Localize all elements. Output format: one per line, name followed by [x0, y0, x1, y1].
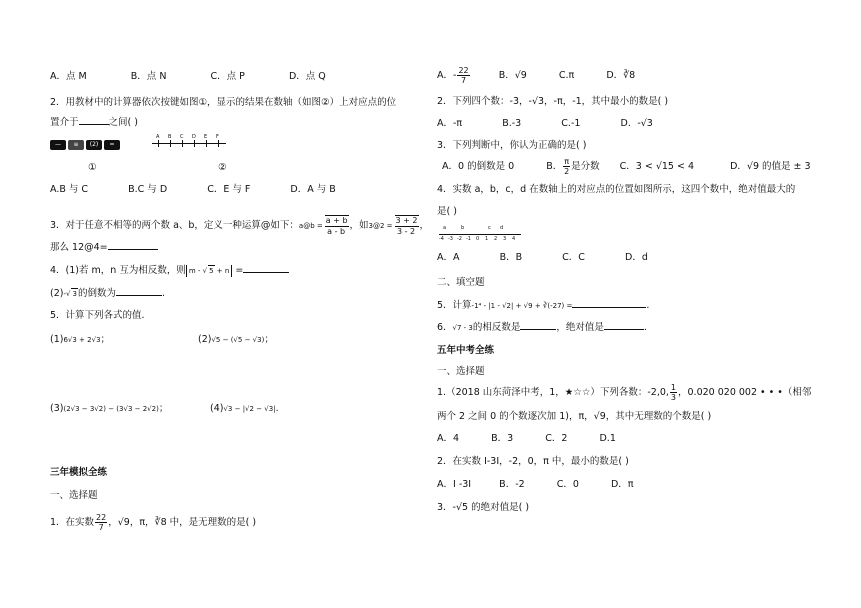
q-prev-options — [50, 70, 326, 83]
right-question-2: 2．下列四个数：-3，-√3，-π，-1，其中最小的数是( ) — [437, 96, 669, 107]
zk-question-2-options — [437, 478, 634, 491]
option-a: A．-π — [437, 118, 463, 129]
question-5-part2: (2)√5 − (√5 − √3)； — [198, 334, 274, 345]
section-subtitle: 一、选择题 — [437, 366, 485, 377]
option-d: D．A 与 B — [290, 184, 336, 195]
right-q1-options — [437, 66, 635, 86]
figure-label-2: ② — [218, 162, 227, 173]
zk-question-2: 2．在实数 I-3I，-2，0，π 中，最小的数是( ) — [437, 456, 629, 467]
option-a: A．点 M — [50, 71, 87, 82]
option-b: B．√9 — [498, 70, 527, 81]
option-c: C．E 与 F — [207, 184, 251, 195]
abs-expression: m - √ 5 + n — [186, 265, 233, 277]
question-2-options — [50, 183, 336, 196]
question-2-line1: 2．用教材中的计算器依次按键如图①，显示的结果在数轴（如图②）上对应点的位 — [50, 97, 397, 108]
option-c: C.π — [558, 70, 575, 81]
sqrt-key: ≡ — [68, 140, 84, 150]
option-b: B．B — [499, 252, 523, 263]
fill-section-title: 二、填空题 — [437, 277, 485, 288]
section-subtitle: 一、选择题 — [50, 490, 98, 501]
question-5-part4: (4)√3 − |√2 − √3|. — [210, 403, 279, 414]
option-b: B． $\frac{\pi}{2}$ 是分数 — [546, 157, 600, 176]
equals-key: = — [104, 140, 120, 150]
option-a: A．A — [437, 252, 460, 263]
example-fraction: $\frac{3 + 2}{3 - 2}$ — [395, 216, 418, 236]
option-a: A．4 — [437, 433, 460, 444]
answer-blank[interactable] — [116, 295, 162, 296]
answer-blank[interactable] — [108, 249, 158, 250]
option-c: C．C — [562, 252, 585, 263]
question-1: 1．在实数 $\frac{22}{7}$ ，√9，π，∛8 中，是无理数的是( ) — [50, 513, 257, 532]
option-c: C．点 P — [210, 71, 245, 82]
option-c: C．0 — [556, 479, 579, 490]
answer-blank[interactable] — [572, 307, 646, 308]
option-d: D．π — [610, 479, 634, 490]
option-b: B．点 N — [130, 71, 167, 82]
answer-blank[interactable] — [604, 329, 644, 330]
answer-blank[interactable] — [79, 124, 109, 125]
option-b: B.-3 — [502, 118, 522, 129]
right-question-3: 3．下列判断中，你认为正确的是( ) — [437, 140, 587, 151]
option-c: C．3 < √15 < 4 — [619, 161, 695, 172]
question-4-part2: (2)-√ 3的倒数为 . — [50, 288, 165, 299]
option-a: A．0 的倒数是 0 — [442, 161, 515, 172]
question-3-line2: 那么 12@4= — [50, 241, 158, 254]
option-a: A．- $\frac{22}{7}$ — [437, 66, 469, 85]
zk-question-3: 3．-√5 的绝对值是( ) — [437, 502, 530, 513]
right-question-4-line1: 4．实数 a，b，c，d 在数轴上的对应点的位置如图所示，这四个数中，绝对值最大的 — [437, 184, 796, 195]
zk-question-1-line1: 1.（2018 山东菏泽中考，1，★☆☆）下列各数：-2,0, $\frac{1}{3}$ ，0.020 020 002 • • •（相邻 — [437, 383, 812, 402]
question-5-title: 5．计算下列各式的值. — [50, 310, 145, 321]
question-3-line1: 3．对于任意不相等的两个数 a、b，定义一种运算@如下：a@b = $\frac{a + b}{a - b}$ ，如3@2 = $\frac{3 + 2}{3 - 2}$ ， — [50, 216, 430, 236]
calculator-keys — [50, 140, 120, 150]
option-d: D．点 Q — [288, 71, 326, 82]
answer-blank[interactable] — [243, 272, 289, 273]
right-question-2-options — [437, 117, 653, 130]
option-d: D．√9 的值是 ± 3 — [730, 161, 811, 172]
right-question-4-options — [437, 251, 648, 264]
right-question-4-line2: 是( ) — [437, 206, 457, 217]
figure-label-1: ① — [88, 162, 97, 173]
zk-question-1-line2: 两个 2 之间 0 的个数逐次加 1)，π，√9，其中无理数的个数是( ) — [437, 411, 712, 422]
option-d: D．d — [625, 252, 648, 263]
answer-blank[interactable] — [520, 329, 556, 330]
section-title-three-year: 三年模拟全练 — [50, 467, 108, 478]
question-5-part3: (3)(2√3 − 3√2) − (3√3 − 2√2)； — [50, 403, 169, 414]
option-d: D．-√3 — [620, 118, 653, 129]
question-4-part1: 4．(1)若 m，n 互为相反数，则 m - √ 5 + n = — [50, 264, 289, 277]
option-d: D．∛8 — [606, 70, 636, 81]
right-question-6: 6．√7 - 3的相反数是 ，绝对值是 . — [437, 322, 647, 333]
option-c: C．2 — [545, 433, 568, 444]
option-a: A．I -3I — [437, 479, 472, 490]
question-5-part1: (1)6√3 + 2√3； — [50, 334, 111, 345]
right-question-5: 5．计算-1⁴ - |1 - √2| + √9 + ∛(-27) = . — [437, 300, 650, 311]
definition-fraction: $\frac{a + b}{a - b}$ — [325, 216, 348, 236]
question-2-line2: 置介于 之间( ) — [50, 117, 138, 128]
option-a: A.B 与 C — [50, 184, 89, 195]
option-b: B．3 — [491, 433, 514, 444]
option-d: D.1 — [599, 433, 616, 444]
option-c: C.-1 — [561, 118, 581, 129]
right-question-3-options — [442, 157, 811, 177]
number-line-figure-2: A B C D E F — [152, 137, 226, 155]
two-key: (2) — [86, 140, 102, 150]
zk-question-1-options — [437, 432, 616, 445]
minus-key: — — [50, 140, 66, 150]
section-title-five-year: 五年中考全练 — [437, 345, 495, 356]
option-b: B．-2 — [499, 479, 525, 490]
option-b: B.C 与 D — [128, 184, 168, 195]
right-number-line: a b c d -4 -3 -2 -1 0 1 2 3 4 — [439, 225, 521, 245]
